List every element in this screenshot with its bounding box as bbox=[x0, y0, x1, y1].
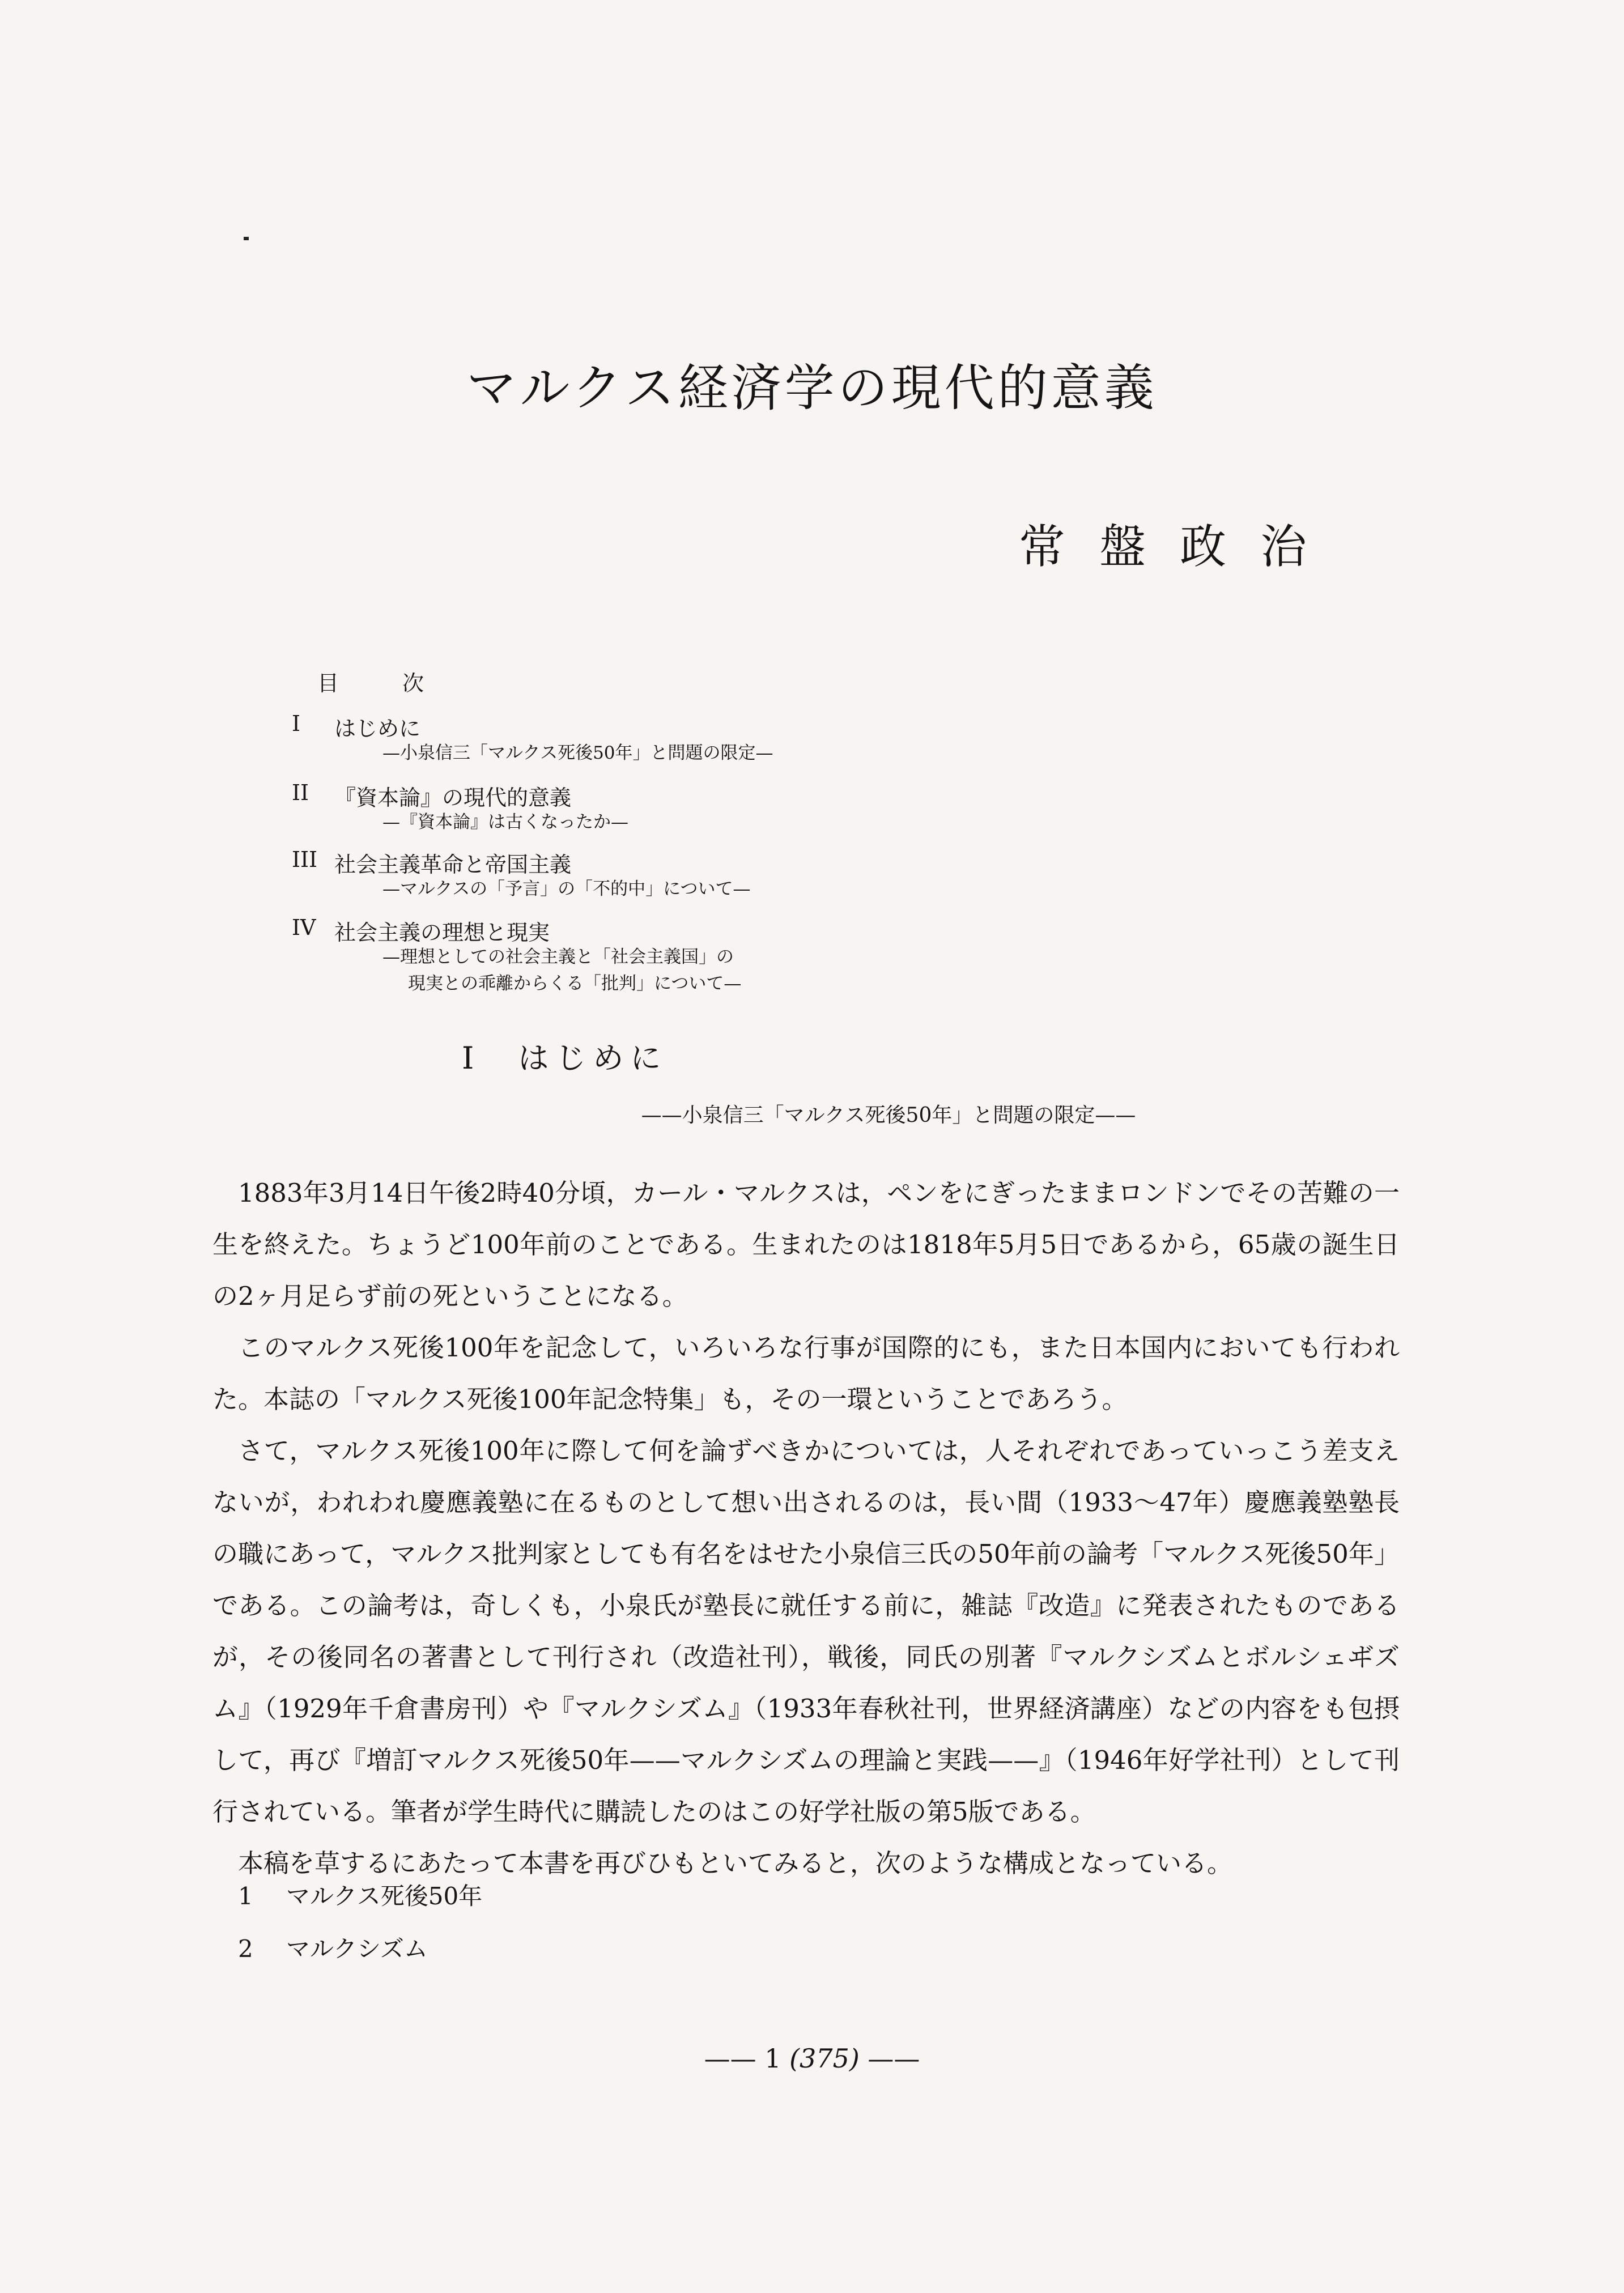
toc-item-number: IV bbox=[292, 915, 316, 940]
scan-speck bbox=[244, 237, 249, 240]
toc-item-number: II bbox=[292, 780, 309, 805]
toc-item-subtitle: —『資本論』は古くなったか— bbox=[382, 812, 628, 832]
paragraph: 本稿を草するにあたって本書を再びひもといてみると，次のような構成となっている。 bbox=[238, 1848, 1233, 1878]
folio-page-number: 1 bbox=[764, 2043, 781, 2074]
paragraph: このマルクス死後100年を記念して，いろいろな行事が国際的にも，また日本国内においても行われた。本誌の「マルクス死後100年記念特集」も，その一環ということであろう。 bbox=[212, 1333, 1400, 1414]
paragraph: 1883年3月14日午後2時40分頃，カール・マルクスは，ペンをにぎったままロンドンでその苦難の一生を終えた。ちょうど100年前のことである。生まれたのは1818年5月5日であるから，65歳の誕生日の2ヶ月足らず前の死ということになる。 bbox=[212, 1178, 1400, 1311]
table-of-contents bbox=[292, 711, 1085, 1006]
outline-item-label: マルクス死後50年 bbox=[286, 1882, 483, 1910]
section-heading: I はじめに bbox=[462, 1040, 668, 1076]
book-outline bbox=[238, 1870, 482, 1975]
article-title: マルクス経済学の現代的意義 bbox=[466, 359, 1158, 417]
folio-total-page: (375) bbox=[789, 2043, 860, 2074]
page-folio bbox=[0, 2043, 1624, 2074]
toc-item-subtitle: —マルクスの「予言」の「不的中」について— bbox=[382, 879, 751, 899]
folio-dash: —— bbox=[868, 2043, 920, 2074]
toc-item-subtitle: 現実との乖離からくる「批判」について— bbox=[408, 973, 742, 994]
outline-item bbox=[238, 1870, 482, 1922]
outline-item-label: マルクシズム bbox=[286, 1935, 428, 1963]
section-subheading: ——小泉信三「マルクス死後50年」と問題の限定—— bbox=[641, 1104, 1136, 1127]
toc-item-number: I bbox=[292, 711, 301, 736]
toc-item-number: III bbox=[292, 847, 318, 872]
toc-heading: 目次 bbox=[317, 671, 488, 696]
outline-item bbox=[238, 1922, 482, 1975]
toc-item-title: はじめに bbox=[334, 716, 421, 741]
outline-item-number: 2 bbox=[238, 1935, 253, 1963]
author-name: 常盤政治 bbox=[1018, 520, 1341, 574]
body-text bbox=[212, 1167, 1400, 1889]
toc-item-subtitle: —理想としての社会主義と「社会主義国」の bbox=[382, 947, 734, 967]
toc-item-title: 社会主義革命と帝国主義 bbox=[334, 852, 572, 877]
toc-item-subtitle: —小泉信三「マルクス死後50年」と問題の限定— bbox=[382, 743, 773, 763]
folio-dash: —— bbox=[704, 2043, 756, 2074]
paragraph: さて，マルクス死後100年に際して何を論ずべきかについては，人それぞれであっていっこう差支えないが，われわれ慶應義塾に在るものとして想い出されるのは，長い間（1933〜47年）慶應義塾塾長の職にあって，マルクス批判家としても有名をはせた小泉信三氏の50年前の論考「マルクス死後50年」である。この論考は，奇しくも，小泉氏が塾長に就任する前に，雑誌『改造』に発表されたものであるが，その後同名の著書として刊行され（改造社刊），戦後，同氏の別著『マルクシズムとボルシェヸズム』（1929年千倉書房刊）や『マルクシズム』（1933年春秋社刊，世界経済講座）などの内容をも包摂して，再び『増訂マルクス死後50年——マルクシズムの理論と実践——』（1946年好学社刊）として刊行されている。筆者が学生時代に購読したのはこの好学社版の第5版である。 bbox=[212, 1436, 1400, 1827]
toc-item-title: 社会主義の理想と現実 bbox=[334, 920, 550, 945]
toc-item-title: 『資本論』の現代的意義 bbox=[334, 785, 572, 810]
outline-item-number: 1 bbox=[238, 1882, 253, 1910]
